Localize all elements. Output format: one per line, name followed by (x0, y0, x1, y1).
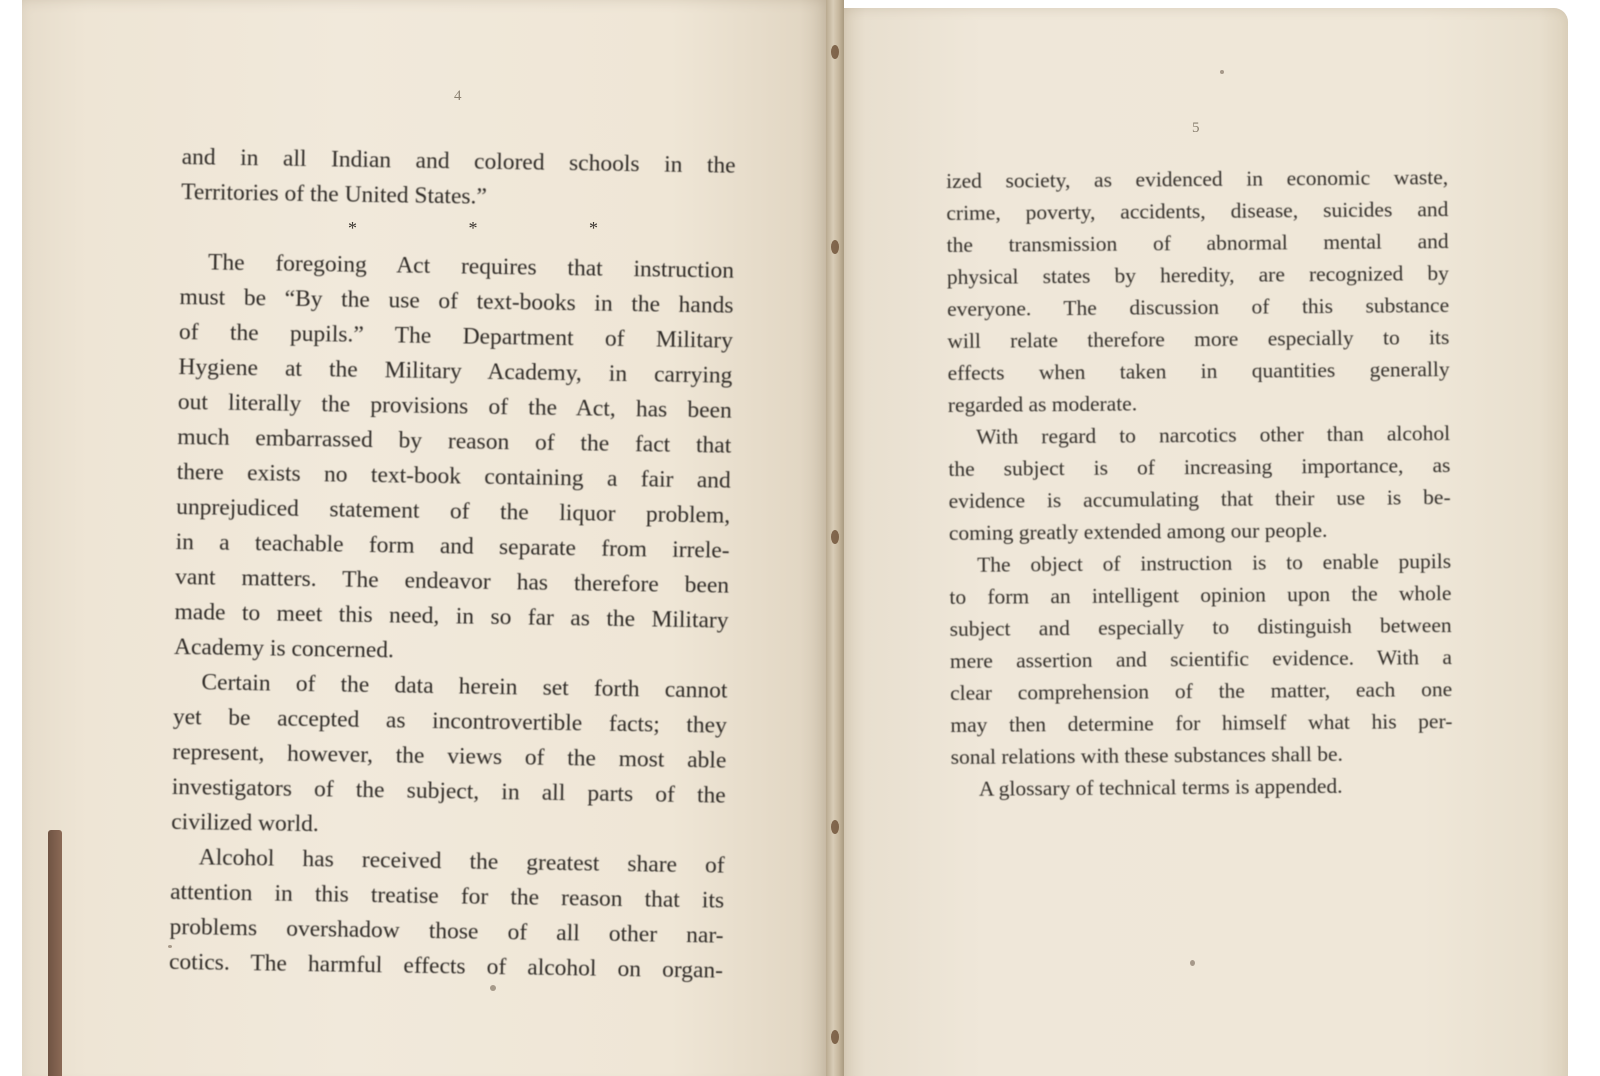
paragraph (949, 545, 1453, 773)
binding-stitch (831, 1030, 839, 1044)
text-line: may then determine for himself what his per- (950, 709, 1453, 737)
text-line: problems overshadow those of all other nar- (169, 913, 724, 949)
separator-star: * (348, 218, 357, 238)
text-line: the transmission of abnormal mental and (946, 229, 1449, 257)
text-line: Certain of the data herein set forth cannot (201, 669, 728, 704)
binding-stitch (831, 820, 839, 834)
paragraph (169, 840, 725, 989)
text-line: physical states by heredity, are recognized by (946, 261, 1449, 289)
text-line: ized society, as evidenced in economic waste, (946, 165, 1449, 193)
text-line: to form an intelligent opinion upon the whole (949, 581, 1452, 609)
text-line: sonal relations with these substances shall be. (950, 741, 1344, 769)
page-number-right: 5 (1192, 120, 1200, 136)
paragraph (174, 245, 735, 674)
text-line: A glossary of technical terms is appended. (978, 773, 1343, 801)
text-line: crime, poverty, accidents, disease, suicides and (946, 197, 1449, 225)
section-separator (348, 218, 598, 239)
text-line: With regard to narcotics other than alcohol (976, 421, 1451, 449)
paper-speck (490, 985, 496, 991)
text-line: Hygiene at the Military Academy, in carrying (178, 353, 733, 389)
paper-speck (1190, 960, 1195, 966)
text-line: out literally the provisions of the Act, has been (177, 388, 733, 424)
text-line: clear comprehension of the matter, each one (950, 677, 1453, 705)
binding-stitch (831, 45, 839, 59)
text-line: investigators of the subject, in all parts of the (171, 773, 726, 809)
text-line: mere assertion and scientific evidence. With a (949, 645, 1452, 673)
text-line: subject and especially to distinguish between (949, 613, 1452, 641)
text-line: must be “By the use of text-books in the hands (179, 283, 734, 319)
text-line: attention in this treatise for the reason that its (169, 878, 725, 914)
page-number-left: 4 (454, 88, 462, 104)
text-line: Territories of the United States.” (180, 178, 488, 210)
text-line: regarded as moderate. (947, 391, 1138, 417)
text-line: in a teachable form and separate from irrele- (175, 528, 730, 564)
text-line: cotics. The harmful effects of alcohol on organ- (168, 948, 724, 984)
text-line: of the pupils.” The Department of Military (178, 318, 734, 354)
text-line: coming greatly extended among our people. (948, 518, 1328, 545)
paper-speck (1220, 70, 1224, 74)
text-line: unprejudiced statement of the liquor problem, (176, 493, 731, 529)
paragraph (946, 161, 1450, 421)
text-line: evidence is accumulating that their use is be- (948, 485, 1451, 513)
text-line: The object of instruction is to enable pupils (977, 549, 1452, 577)
text-line: civilized world. (171, 808, 319, 838)
text-line: made to meet this need, in so far as the Military (174, 598, 729, 634)
paragraph (951, 769, 1453, 805)
right-page-text (946, 161, 1453, 805)
left-page-text (169, 140, 736, 989)
text-line: there exists no text-book containing a fair and (176, 458, 731, 494)
binding-stitch (831, 240, 839, 254)
text-line: effects when taken in quantities generally (947, 357, 1450, 385)
book-cover-edge (48, 830, 62, 1076)
text-line: yet be accepted as incontrovertible facts; they (172, 703, 728, 739)
text-line: and in all Indian and colored schools in the (181, 143, 736, 179)
text-line: will relate therefore more especially to its (947, 325, 1450, 353)
text-line: The foregoing Act requires that instruction (207, 249, 735, 284)
text-line: Academy is concerned. (173, 633, 395, 664)
separator-star: * (589, 218, 598, 238)
binding-stitch (831, 530, 839, 544)
paragraph (171, 665, 728, 849)
text-line: Alcohol has received the greatest share of (198, 844, 725, 879)
text-line: vant matters. The endeavor has therefore been (174, 563, 730, 599)
text-line: everyone. The discussion of this substance (947, 293, 1450, 321)
paragraph (948, 417, 1451, 549)
separator-star: * (468, 218, 478, 238)
text-line: the subject is of increasing importance, as (948, 453, 1451, 481)
text-line: represent, however, the views of the most able (172, 738, 727, 774)
text-line: much embarrassed by reason of the fact that (177, 423, 732, 459)
